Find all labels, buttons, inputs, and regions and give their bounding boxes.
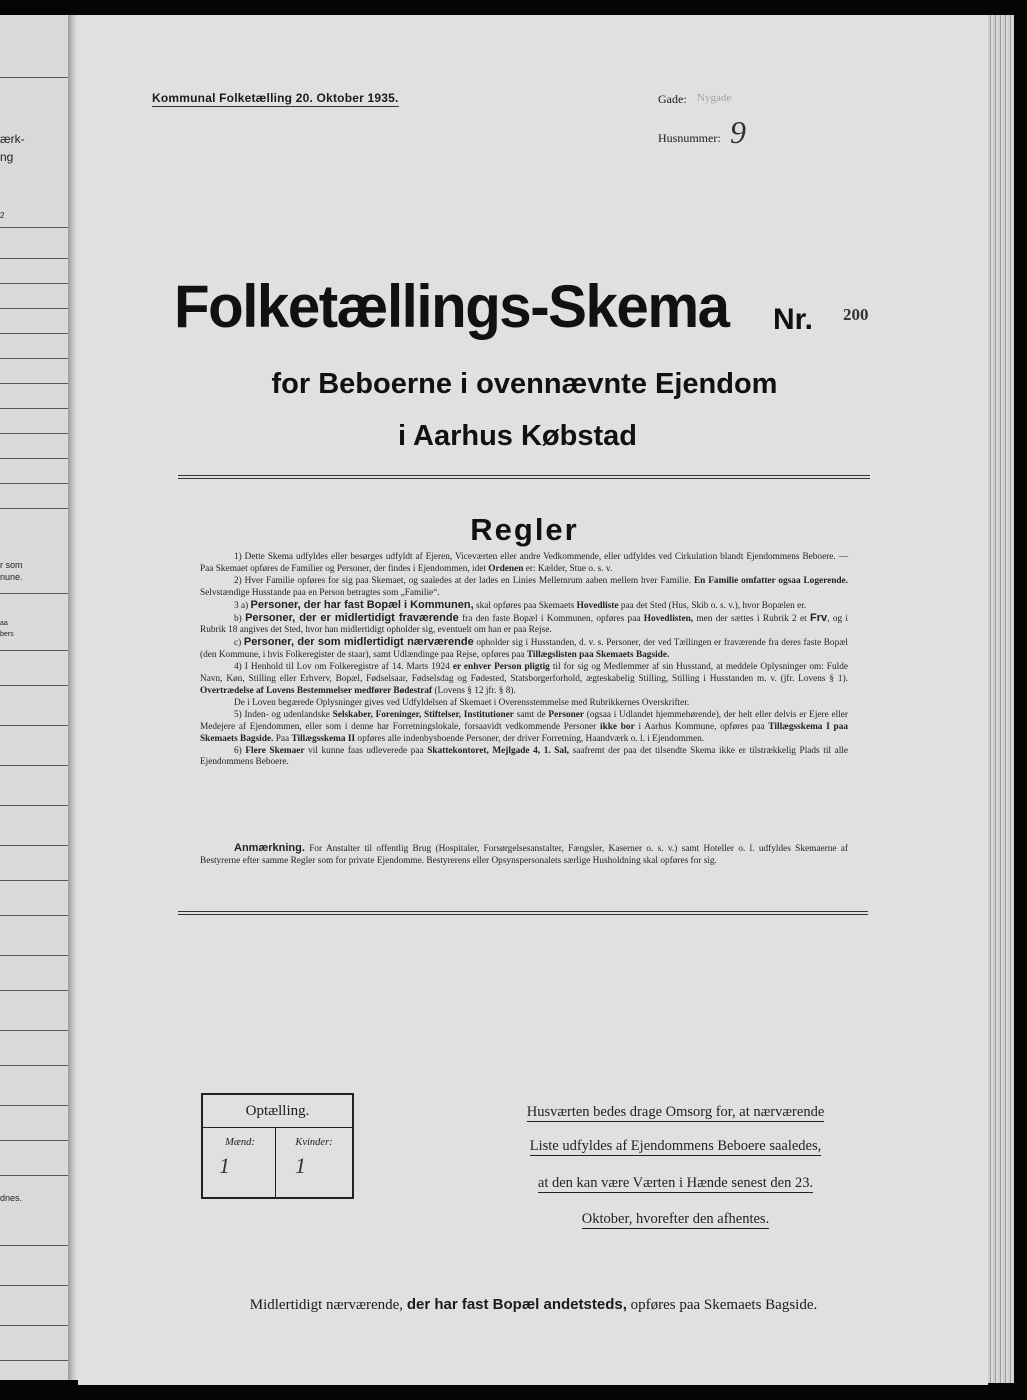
facing-page-rule xyxy=(0,283,68,284)
facing-page-rule xyxy=(0,845,68,846)
form-title: Folketællings-Skema xyxy=(174,273,729,340)
annotation-text: For Anstalter til offentlig Brug (Hospitaler, Forsørgelsesanstalter, Fængsler, Kaserner o. s. v.) samt Hoteller o. l. udfyldes Skemaerne af Bestyrerne efter samme Regler som for private Ejendomme. Bestyrerens eller Opsynspersonalets særlige Husholdning skal opføres for sig. xyxy=(200,844,849,866)
facing-page-rule xyxy=(0,650,68,651)
divider xyxy=(178,911,868,915)
facing-page-rule xyxy=(0,805,68,806)
form-number-label: Nr. xyxy=(773,303,814,336)
facing-page-rule xyxy=(0,227,68,228)
annotation-note xyxy=(200,843,848,868)
men-label: Mænd: xyxy=(225,1137,255,1148)
form-subtitle-city: i Aarhus Købstad xyxy=(397,420,637,452)
tally-title: Optælling. xyxy=(245,1103,310,1119)
divider xyxy=(178,475,870,479)
facing-page-rule xyxy=(0,1030,68,1031)
facing-page-rule xyxy=(0,358,68,359)
facing-page-rule xyxy=(0,1065,68,1066)
facing-page-rule xyxy=(0,880,68,881)
men-count: 1 xyxy=(219,1153,230,1178)
facing-page xyxy=(0,15,68,1380)
rule-4-note: De i Loven begærede Oplysninger gives ved Udfyldelsen af Skemaet i Overensstemmelse med Rubrikkernes Overskrifter. xyxy=(234,697,690,708)
rules-heading: Regler xyxy=(470,512,579,547)
facing-page-rule xyxy=(0,593,68,594)
facing-page-rule xyxy=(0,1325,68,1326)
facing-page-rule xyxy=(0,483,68,484)
facing-page-rule xyxy=(0,1360,68,1361)
rule-3c: c) Personer, der som midlertidigt nærværende opholder sig i Husstanden, d. v. s. Personer, der ved Tællingen er fraværende fra deres faste Bopæl (den Kommune, i hvis Folkeregister de staar), samt Udlændinge paa Rejse, opføres paa Tillægslisten paa Skemaets Bagside. xyxy=(200,636,849,661)
form-number-value: 200 xyxy=(843,305,869,324)
landlord-notice-line: Liste udfyldes af Ejendommens Beboere saaledes, xyxy=(529,1138,822,1154)
facing-page-text: nune. xyxy=(0,572,23,582)
street-label: Gade: xyxy=(658,92,687,106)
census-header: Kommunal Folketælling 20. Oktober 1935. xyxy=(152,91,399,105)
facing-page-rule xyxy=(0,458,68,459)
facing-page-text: dnes. xyxy=(0,1193,23,1203)
facing-page-rule xyxy=(0,1175,68,1176)
annotation-label: Anmærkning. xyxy=(234,842,305,854)
rule-3b: b) Personer, der er midlertidigt fraværende fra den faste Bopæl i Kommunen, opføres paa Hovedlisten, men der sættes i Rubrik 2 et Frv, og i Rubrik 18 angives det Sted, hvor han midlertidigt opholder sig, eventuelt om han er paa Rejse. xyxy=(200,611,849,636)
facing-page-rule xyxy=(0,258,68,259)
facing-page-rule xyxy=(0,308,68,309)
rule-3a: 3 a) Personer, der har fast Bopæl i Kommunen, skal opføres paa Skemaets Hovedliste paa det Sted (Hus, Skib o. s. v.), hvor Bopælen er. xyxy=(234,598,807,611)
facing-page-rule xyxy=(0,685,68,686)
facing-page-rule xyxy=(0,1245,68,1246)
book-gutter xyxy=(68,15,78,1380)
facing-page-rule xyxy=(0,725,68,726)
facing-page-rule xyxy=(0,77,68,78)
facing-page-rule xyxy=(0,1285,68,1286)
women-count: 1 xyxy=(295,1153,306,1178)
page-edges xyxy=(988,15,1014,1383)
tally-divider xyxy=(275,1127,276,1197)
facing-page-rule xyxy=(0,333,68,334)
facing-page-rule xyxy=(0,1140,68,1141)
facing-page-rule xyxy=(0,915,68,916)
rules-body xyxy=(200,552,848,769)
rule-1: 1) Dette Skema udfyldes eller besørges udfyldt af Ejeren, Viceværten eller andre Vedkommende, eller udfyldes ved Cirkulation blandt Ejendommens Beboere. — Paa Skemaet opføres de Familier og Personer, der findes i Ejendommen, idet Ordenen er: Kælder, Stue o. s. v. xyxy=(200,552,848,574)
facing-page-rule xyxy=(0,765,68,766)
form-subtitle: for Beboerne i ovennævnte Ejendom xyxy=(271,368,778,400)
house-number-value: 9 xyxy=(730,114,746,150)
landlord-notice-line: at den kan være Værten i Hænde senest den 23. xyxy=(537,1175,814,1191)
facing-page-text: 2 xyxy=(0,211,5,220)
tally-divider xyxy=(203,1127,352,1128)
footer-note: Midlertidigt nærværende, der har fast Bopæl andetsteds, opføres paa Skemaets Bagside. xyxy=(249,1296,818,1313)
facing-page-rule xyxy=(0,955,68,956)
facing-page-text: ærk- xyxy=(0,132,25,146)
facing-page-text: bers xyxy=(0,631,14,638)
house-number-label: Husnummer: xyxy=(658,131,721,145)
facing-page-text: ng xyxy=(0,150,14,164)
rule-6: 6) Flere Skemaer vil kunne faas udleverede paa Skattekontoret, Mejlgade 4, 1. Sal, saafremt der paa det tilsendte Skema ikke er tilstrækkelig Plads til alle Ejendommens Beboere. xyxy=(200,745,849,768)
street-value: Nygade xyxy=(697,92,732,104)
women-label: Kvinder: xyxy=(295,1137,333,1148)
rule-5: 5) Inden- og udenlandske Selskaber, Foreninger, Stiftelser, Institutioner samt de Personer (ogsaa i Udlandet hjemmehørende), der helt eller delvis er Ejere eller Medejere af Ejendommen, eller som i denne har Forretningslokale, forsaavidt vedkommende Personer ikke bor i Aarhus Kommune, opføres paa Tillægsskema I paa Skemaets Bagside. Paa Tillægsskema II opføres alle indenbysboende Personer, der driver Forretning, Haandværk o. l. i Ejendommen. xyxy=(200,709,849,744)
landlord-notice-line: Oktober, hvorefter den afhentes. xyxy=(581,1211,770,1227)
facing-page-text: r som xyxy=(0,560,23,570)
facing-page-rule xyxy=(0,408,68,409)
rule-4: 4) I Henhold til Lov om Folkeregistre af 14. Marts 1924 er enhver Person pligtig til for sig og Medlemmer af sin Husstand, at meddele Oplysninger om: Fulde Navn, Køn, Stilling eller Erhverv, Bopæl, Fødselsaar, Fødselsdag og Fødested, Statsborgerforhold, ægteskabelig Stilling, Stilling i Husstanden m. v. (jfr. Lovens § 1). Overtrædelse af Lovens Bestemmelser medfører Bødestraf (Lovens § 12 jfr. § 8). xyxy=(200,662,848,696)
tally-box xyxy=(201,1093,354,1199)
facing-page-rule xyxy=(0,990,68,991)
facing-page-rule xyxy=(0,1105,68,1106)
rule-2: 2) Hver Familie opføres for sig paa Skemaet, og saaledes at der lades en Linies Mellemrum aaben mellem hver Familie. En Familie omfatter ogsaa Logerende. Selvstændige Husstande paa en Person betragtes som „Familie“. xyxy=(200,575,848,598)
landlord-notice-line: Husværten bedes drage Omsorg for, at nærværende xyxy=(526,1104,825,1120)
facing-page-rule xyxy=(0,508,68,509)
facing-page-text: aa xyxy=(0,620,8,627)
